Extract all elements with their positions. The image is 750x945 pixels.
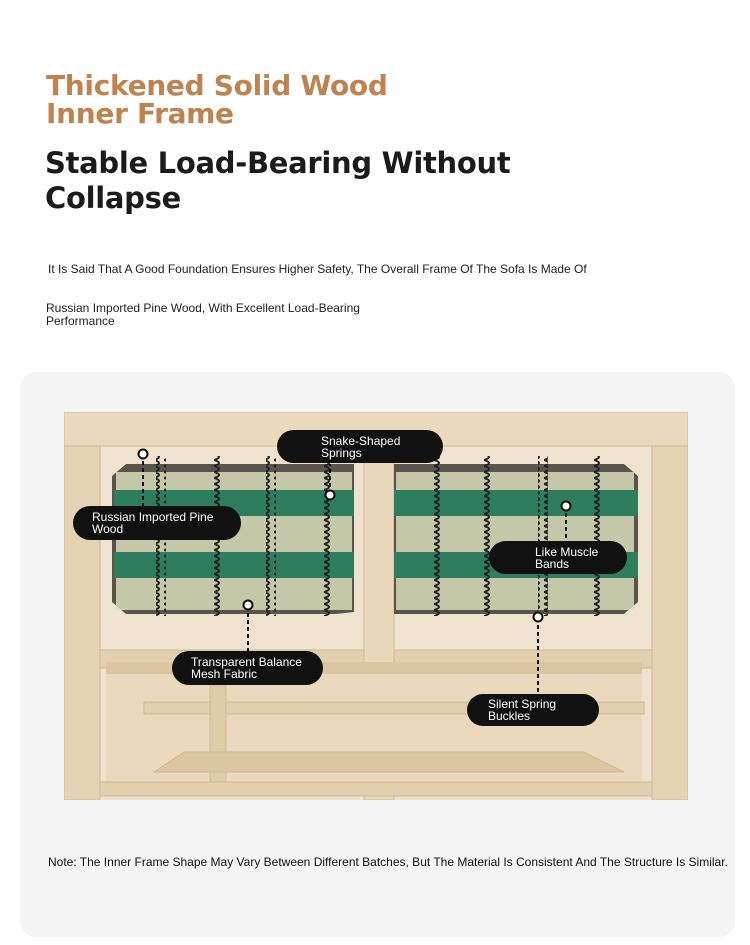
callout-spring-buckles <box>467 694 599 726</box>
description-line-1: It Is Said That A Good Foundation Ensures Higher Safety, The Overall Frame Of The Sofa Is Made Of <box>48 262 587 276</box>
callout-snake-springs-label: Snake-Shaped Springs <box>321 433 401 460</box>
sofa-frame-illustration <box>64 412 688 800</box>
right-post <box>652 412 688 800</box>
subtitle-line-1: Stable Load-Bearing Without <box>45 146 511 180</box>
left-post <box>64 412 100 800</box>
callout-pine-wood-label: Russian Imported Pine Wood <box>92 510 214 536</box>
lower-brace <box>154 752 624 772</box>
band-left-2 <box>114 552 354 578</box>
subtitle-line-2: Collapse <box>45 181 181 215</box>
callout-muscle-bands-label: Like Muscle Bands <box>535 544 599 571</box>
callout-spring-buckles-label: Silent Spring Buckles <box>488 697 557 723</box>
batch-note: Note: The Inner Frame Shape May Vary Between Different Batches, But The Material Is Consistent And The Structure Is Similar. <box>48 855 728 869</box>
callout-snake-springs <box>277 430 443 463</box>
lower-frame <box>106 668 642 796</box>
title-line-2: Inner Frame <box>46 97 234 130</box>
callout-muscle-bands <box>489 541 627 574</box>
callout-mesh-fabric-label: Transparent Balance Mesh Fabric <box>191 655 302 681</box>
section-title <box>46 69 388 130</box>
callout-pine-wood <box>73 506 241 540</box>
callout-mesh-fabric <box>172 651 323 685</box>
description-line-2: Russian Imported Pine Wood, With Excellent Load-Bearing Performance <box>46 301 360 328</box>
bottom-rail <box>100 782 652 796</box>
section-subtitle <box>45 146 510 216</box>
title-line-1: Thickened Solid Wood <box>46 69 388 102</box>
